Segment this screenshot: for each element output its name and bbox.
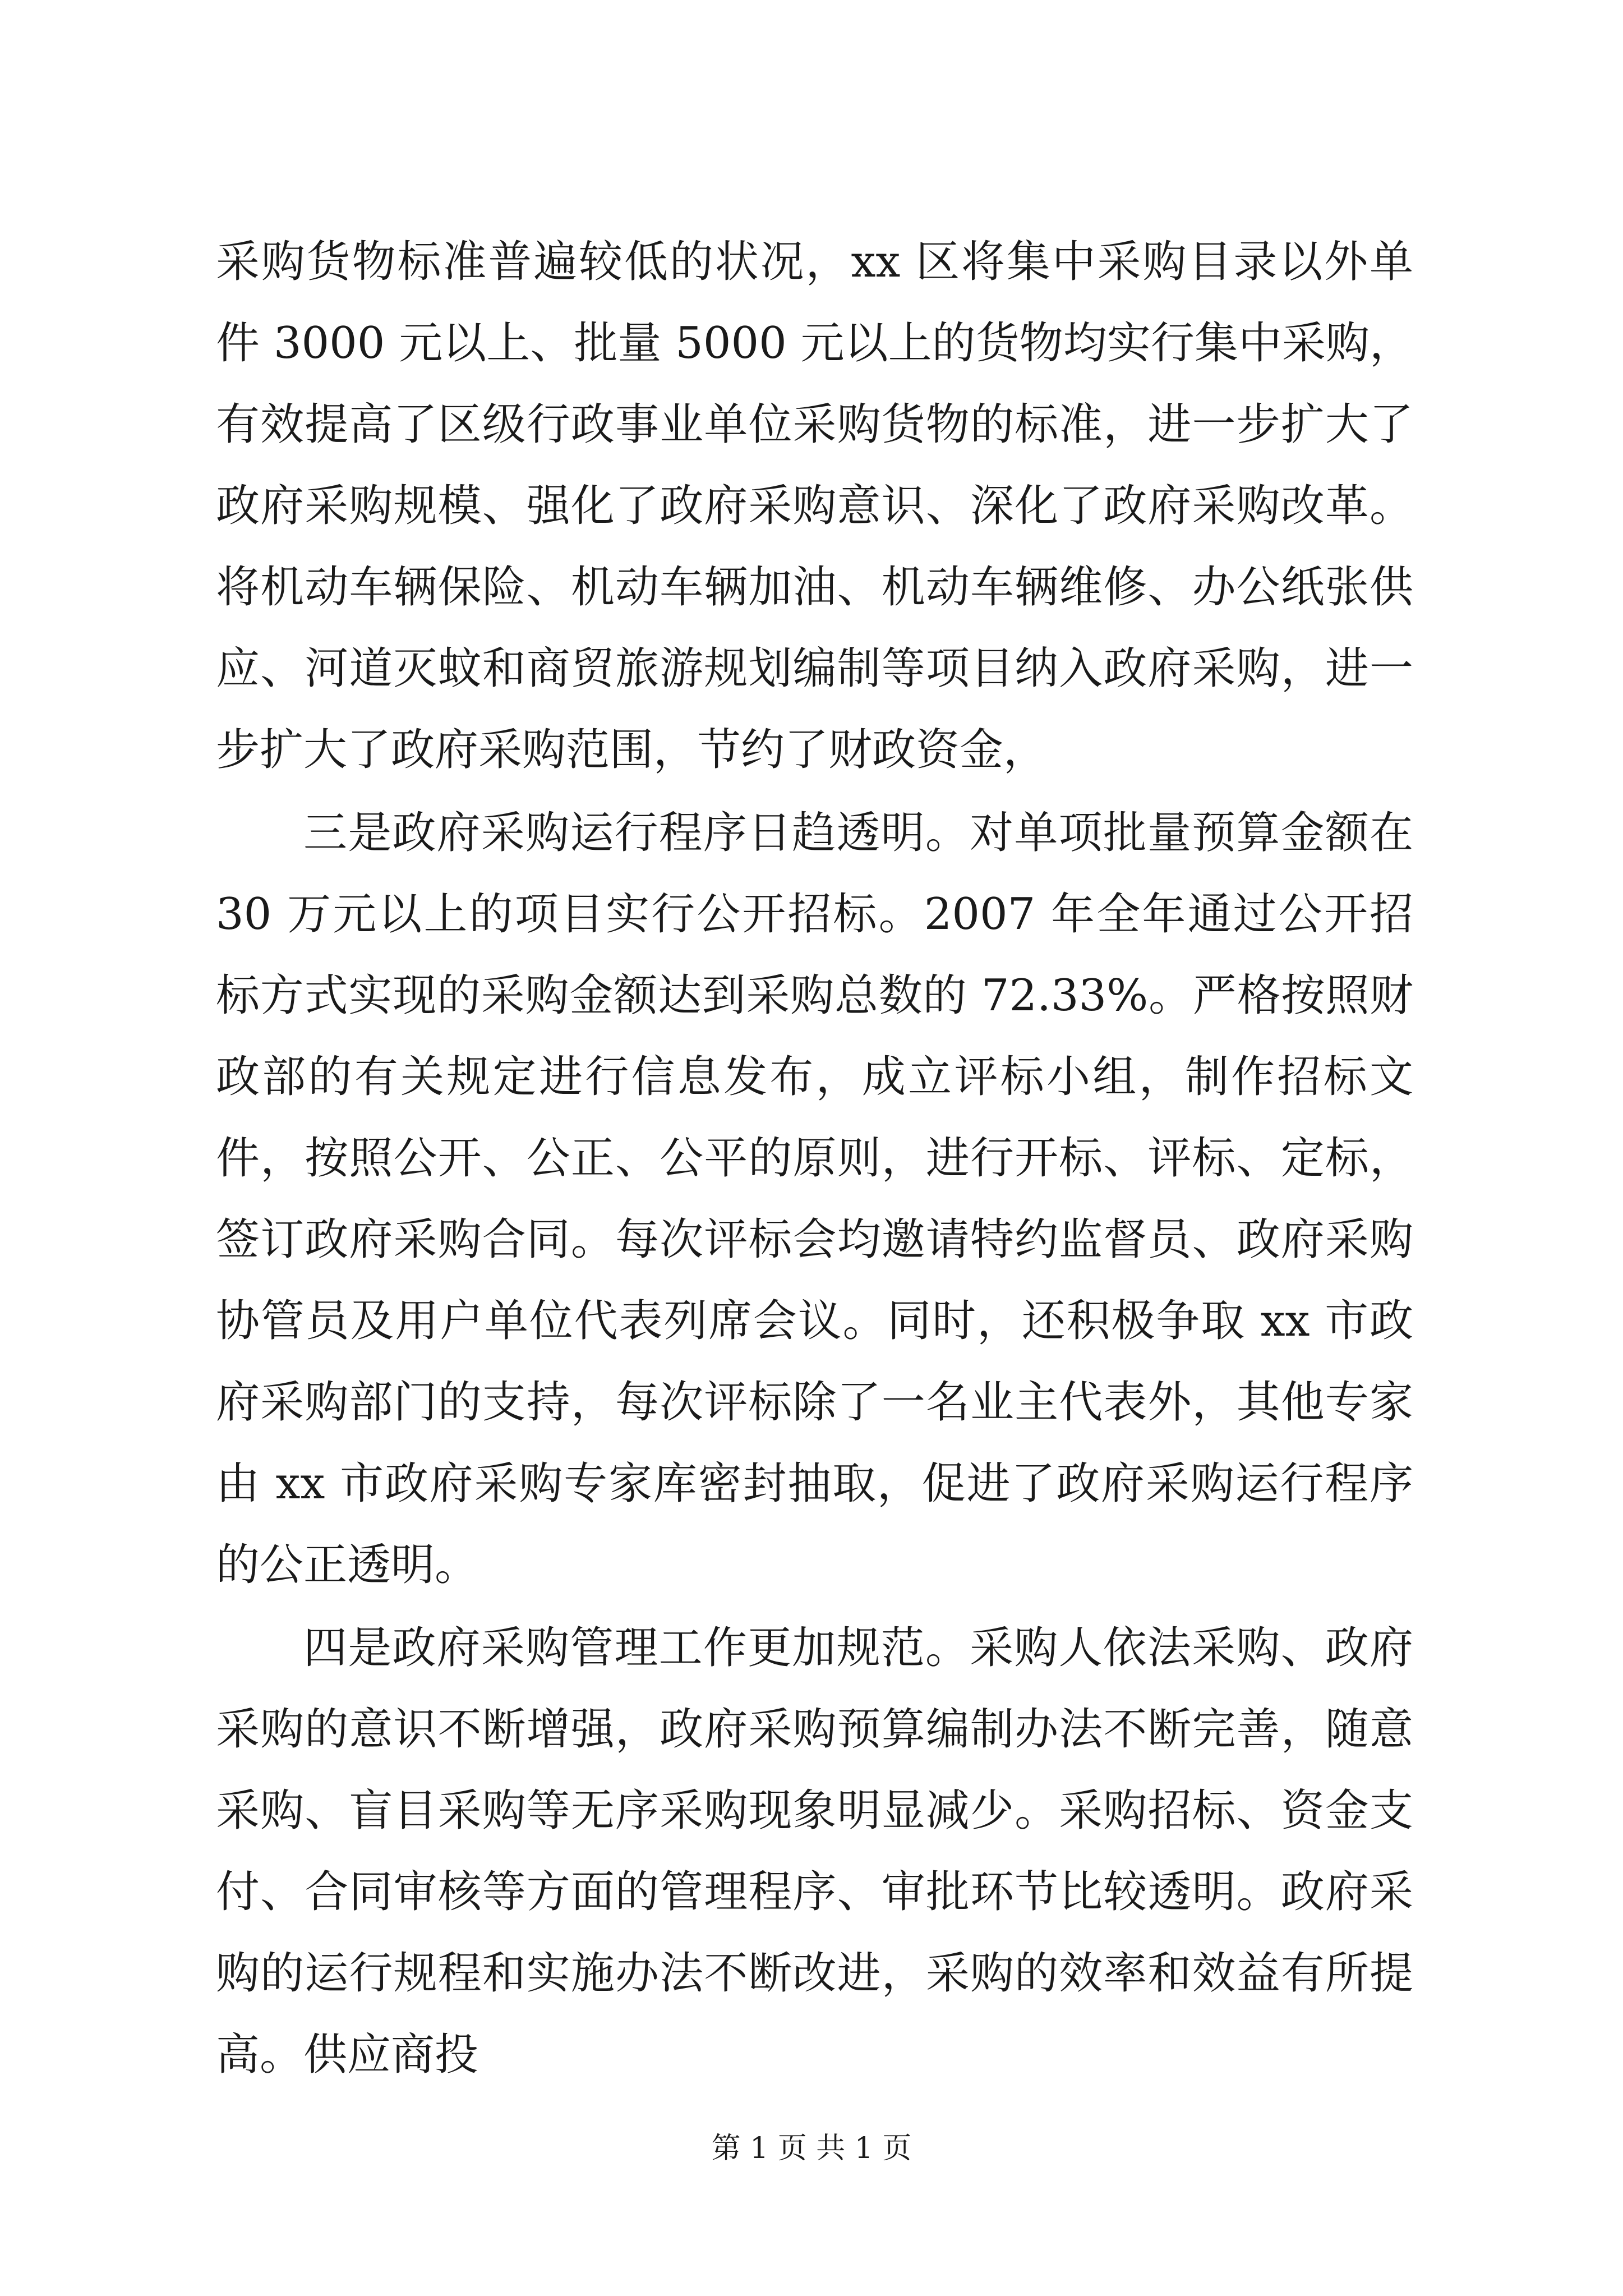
paragraph-1: 采购货物标准普遍较低的状况，xx 区将集中采购目录以外单件 3000 元以上、批量 5000 元以上的货物均实行集中采购，有效提高了区级行政事业单位采购货物的标准，进一步扩大了政府采购规模、强化了政府采购意识、深化了政府采购改革。将机动车辆保险、机动车辆加油、机动车辆维修、办公纸张供应、河道灭蚊和商贸旅游规划编制等项目纳入政府采购，进一步扩大了政府采购范围，节约了财政资金， bbox=[216, 237, 1413, 775]
paragraph-2: 三是政府采购运行程序日趋透明。对单项批量预算金额在 30 万元以上的项目实行公开招标。2007 年全年通过公开招标方式实现的采购金额达到采购总数的 72.33%。严格按照财政部的有关规定进行信息发布，成立评标小组，制作招标文件，按照公开、公正、公平的原则，进行开标、评标、定标，签订政府采购合同。每次评标会均邀请特约监督员、政府采购协管员及用户单位代表列席会议。同时，还积极争取 xx 市政府采购部门的支持，每次评标除了一名业主代表外，其他专家由 xx 市政府采购专家库密封抽取，促进了政府采购运行程序的公正透明。 bbox=[216, 808, 1413, 1590]
paragraph-3: 四是政府采购管理工作更加规范。采购人依法采购、政府采购的意识不断增强，政府采购预算编制办法不断完善，随意采购、盲目采购等无序采购现象明显减少。采购招标、资金支付、合同审核等方面的管理程序、审批环节比较透明。政府采购的运行规程和实施办法不断改进，采购的效率和效益有所提高。供应商投 bbox=[216, 1623, 1413, 2080]
page-footer: 第 1 页 共 1 页 bbox=[711, 2132, 912, 2165]
body-text bbox=[216, 222, 1413, 2096]
